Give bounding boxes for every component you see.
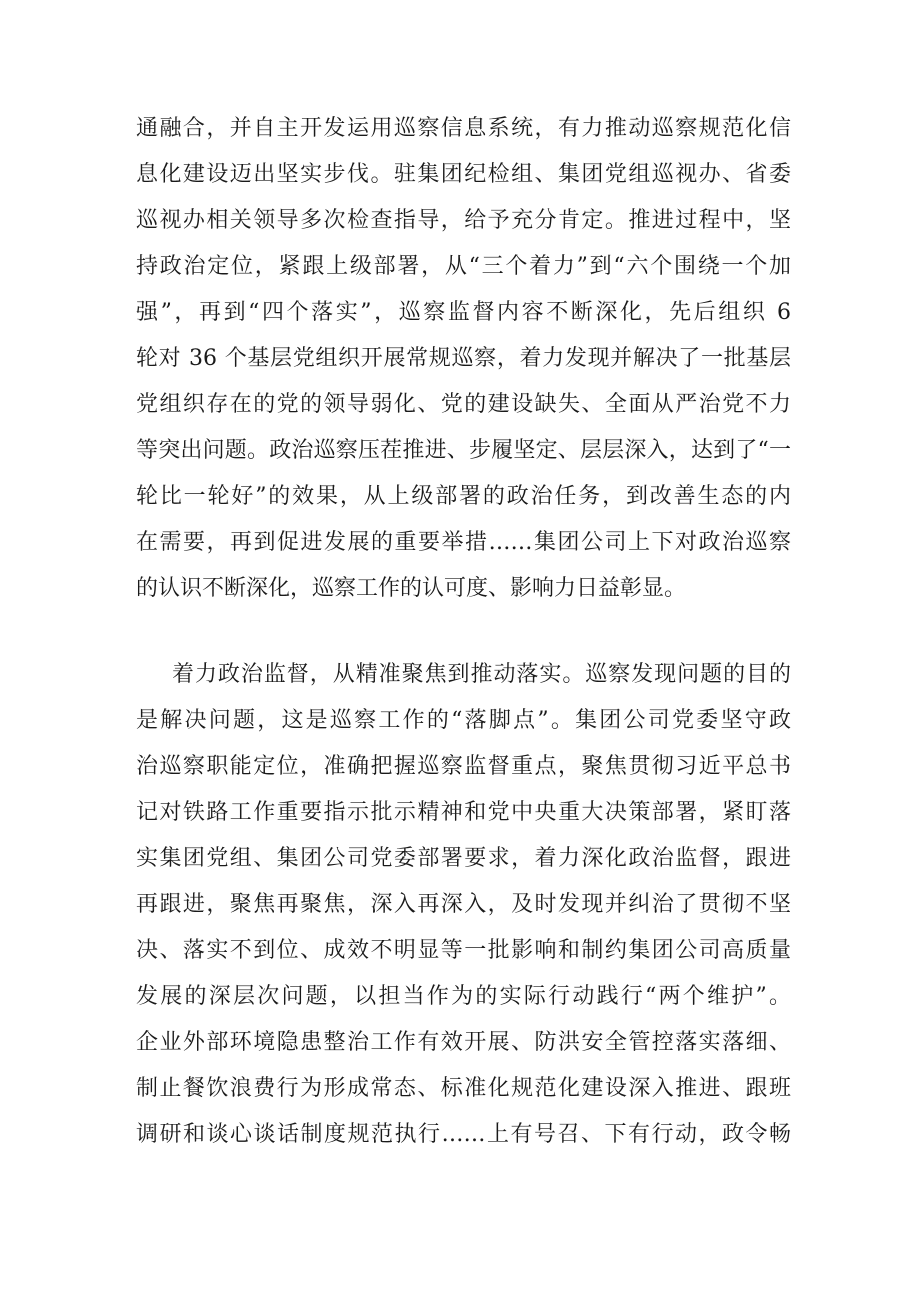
text-line: 记对铁路工作重要指示批示精神和党中央重大决策部署，紧盯落 (136, 800, 791, 825)
text-line: 等突出问题。政治巡察压茬推进、步履坚定、层层深入，达到了“一 (136, 438, 791, 463)
text-line: 强”，再到“四个落实”，巡察监督内容不断深化，先后组织 6 (136, 300, 791, 325)
text-line: 在需要，再到促进发展的重要举措……集团公司上下对政治巡察 (136, 530, 791, 555)
text-line: 轮对 36 个基层党组织开展常规巡察，着力发现并解决了一批基层 (136, 346, 791, 371)
text-line: 发展的深层次问题，以担当作为的实际行动践行“两个维护”。 (136, 984, 791, 1009)
text-line: 息化建设迈出坚实步伐。驻集团纪检组、集团党组巡视办、省委 (136, 162, 791, 187)
text-line: 巡视办相关领导多次检查指导，给予充分肯定。推进过程中，坚 (136, 208, 791, 233)
text-line: 的认识不断深化，巡察工作的认可度、影响力日益彰显。 (136, 576, 687, 601)
text-line: 调研和谈心谈话制度规范执行……上有号召、下有行动，政令畅 (136, 1122, 791, 1147)
text-line: 持政治定位，紧跟上级部署，从“三个着力”到“六个围绕一个加 (136, 254, 791, 279)
text-line: 再跟进，聚焦再聚焦，深入再深入，及时发现并纠治了贯彻不坚 (136, 892, 791, 917)
text-line: 治巡察职能定位，准确把握巡察监督重点，聚焦贯彻习近平总书 (136, 754, 791, 779)
text-line: 轮比一轮好”的效果，从上级部署的政治任务，到改善生态的内 (136, 484, 791, 509)
text-line: 决、落实不到位、成效不明显等一批影响和制约集团公司高质量 (136, 938, 791, 963)
text-line: 着力政治监督，从精准聚焦到推动落实。巡察发现问题的目的 (172, 662, 791, 687)
text-line: 制止餐饮浪费行为形成常态、标准化规范化建设深入推进、跟班 (136, 1076, 791, 1101)
text-line: 是解决问题，这是巡察工作的“落脚点”。集团公司党委坚守政 (136, 708, 791, 733)
text-line: 党组织存在的党的领导弱化、党的建设缺失、全面从严治党不力 (136, 392, 791, 417)
text-line: 通融合，并自主开发运用巡察信息系统，有力推动巡察规范化信 (136, 116, 791, 141)
text-line: 企业外部环境隐患整治工作有效开展、防洪安全管控落实落细、 (136, 1030, 791, 1055)
text-line: 实集团党组、集团公司党委部署要求，着力深化政治监督，跟进 (136, 846, 791, 871)
